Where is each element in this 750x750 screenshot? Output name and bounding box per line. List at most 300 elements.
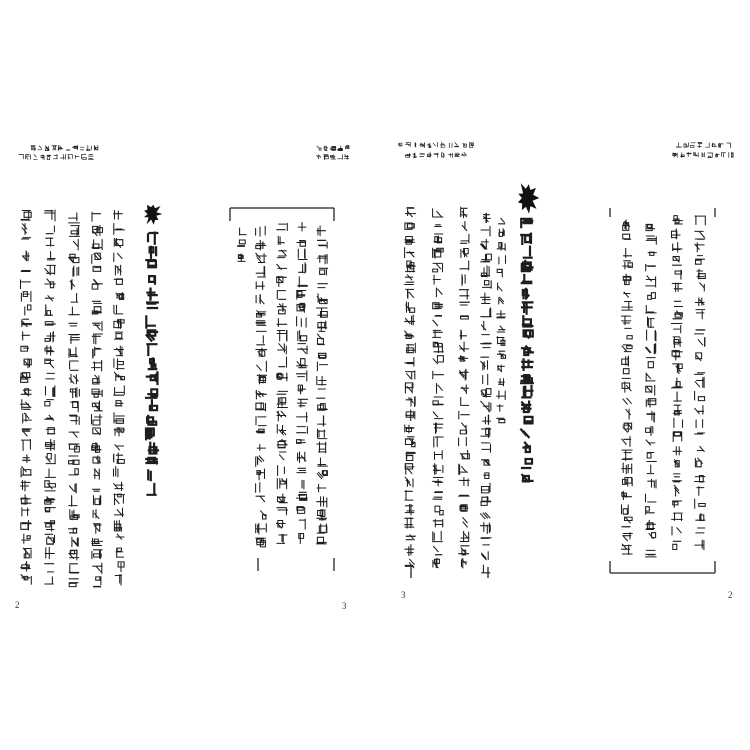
illegible-glyph xyxy=(38,146,42,150)
illegible-glyph xyxy=(116,534,124,539)
illegible-glyph xyxy=(239,228,246,235)
illegible-glyph xyxy=(277,411,286,421)
illegible-glyph xyxy=(147,289,156,300)
illegible-glyph xyxy=(317,308,328,317)
illegible-glyph xyxy=(93,322,102,331)
illegible-glyph xyxy=(623,274,631,284)
illegible-glyph xyxy=(461,385,468,394)
text-column xyxy=(672,216,683,550)
illegible-glyph xyxy=(331,147,336,151)
illegible-glyph xyxy=(433,520,443,527)
illegible-glyph xyxy=(319,268,327,275)
illegible-glyph xyxy=(45,265,55,274)
illegible-glyph xyxy=(433,248,444,258)
illegible-glyph xyxy=(481,308,491,317)
illegible-glyph xyxy=(277,277,287,287)
illegible-glyph xyxy=(434,437,443,447)
illegible-glyph xyxy=(298,331,307,341)
illegible-glyph xyxy=(69,323,77,326)
illegible-glyph xyxy=(405,505,414,515)
illegible-glyph xyxy=(622,356,629,366)
illegible-glyph xyxy=(69,579,78,587)
text-column xyxy=(622,220,633,554)
illegible-glyph xyxy=(499,229,504,237)
illegible-glyph xyxy=(729,152,733,157)
illegible-glyph xyxy=(405,223,414,229)
illegible-glyph xyxy=(481,348,490,358)
illegible-glyph xyxy=(647,465,653,474)
illegible-glyph xyxy=(497,243,505,251)
illegible-glyph xyxy=(46,469,56,477)
illegible-glyph xyxy=(299,519,305,529)
illegible-glyph xyxy=(256,295,264,304)
illegible-glyph xyxy=(317,524,327,533)
illegible-glyph xyxy=(114,467,118,477)
illegible-glyph xyxy=(21,575,31,585)
illegible-glyph xyxy=(695,373,705,375)
illegible-glyph xyxy=(696,353,702,361)
illegible-glyph xyxy=(115,445,124,450)
illegible-glyph xyxy=(648,293,656,300)
illegible-glyph xyxy=(435,506,443,515)
illegible-glyph xyxy=(23,251,30,261)
illegible-glyph xyxy=(147,372,158,384)
illegible-glyph xyxy=(434,153,438,157)
illegible-glyph xyxy=(623,261,632,269)
illegible-glyph xyxy=(497,391,506,399)
illegible-glyph xyxy=(116,293,124,300)
illegible-glyph xyxy=(21,292,31,302)
illegible-glyph xyxy=(674,392,682,401)
page-right-spread-right xyxy=(610,142,733,600)
illegible-glyph xyxy=(302,480,304,488)
illegible-glyph xyxy=(672,283,682,291)
illegible-glyph xyxy=(317,484,326,491)
illegible-glyph xyxy=(257,311,266,317)
illegible-glyph xyxy=(462,275,465,286)
text-column xyxy=(405,208,416,568)
illegible-glyph xyxy=(406,142,411,146)
illegible-glyph xyxy=(648,317,655,327)
illegible-glyph xyxy=(21,373,31,383)
illegible-glyph xyxy=(148,470,151,480)
illegible-glyph xyxy=(405,559,414,568)
illegible-glyph xyxy=(46,428,54,434)
illegible-glyph xyxy=(69,469,78,475)
illegible-glyph xyxy=(481,361,488,370)
illegible-glyph xyxy=(460,505,468,511)
illegible-glyph xyxy=(648,479,656,487)
illegible-glyph xyxy=(406,452,415,461)
illegible-glyph xyxy=(93,226,103,236)
illegible-glyph xyxy=(256,391,267,399)
illegible-glyph xyxy=(646,344,656,354)
illegible-glyph xyxy=(94,145,98,150)
illegible-glyph xyxy=(469,143,473,148)
illegible-glyph xyxy=(92,240,102,250)
illegible-glyph xyxy=(146,429,154,440)
illegible-glyph xyxy=(92,361,102,371)
illegible-glyph xyxy=(115,332,123,339)
illegible-glyph xyxy=(681,153,685,158)
illegible-glyph xyxy=(118,562,124,572)
illegible-glyph xyxy=(93,347,101,358)
illegible-glyph xyxy=(481,239,489,249)
illegible-glyph xyxy=(115,346,124,356)
illegible-glyph xyxy=(41,155,44,160)
illegible-glyph xyxy=(406,261,416,272)
illegible-glyph xyxy=(23,413,32,423)
illegible-glyph xyxy=(433,342,443,352)
illegible-glyph xyxy=(420,154,425,157)
illegible-glyph xyxy=(257,336,265,345)
illegible-glyph xyxy=(499,297,504,303)
illegible-glyph xyxy=(147,330,158,340)
illegible-glyph xyxy=(22,319,32,326)
illegible-glyph xyxy=(624,249,632,258)
illegible-glyph xyxy=(695,499,706,508)
illegible-glyph xyxy=(114,305,123,314)
illegible-glyph xyxy=(441,143,446,148)
illegible-glyph xyxy=(297,371,307,381)
illegible-glyph xyxy=(672,527,681,535)
illegible-glyph xyxy=(405,358,414,367)
illegible-glyph xyxy=(298,249,307,260)
illegible-glyph xyxy=(675,270,681,279)
illegible-glyph xyxy=(277,521,286,529)
illegible-glyph xyxy=(45,332,55,342)
text-column xyxy=(92,212,103,587)
illegible-glyph xyxy=(115,508,124,516)
illegible-glyph xyxy=(673,405,681,415)
illegible-glyph xyxy=(646,373,655,381)
illegible-glyph xyxy=(61,154,66,159)
illegible-glyph xyxy=(318,416,326,426)
illegible-glyph xyxy=(277,319,287,327)
illegible-glyph xyxy=(406,410,415,421)
illegible-glyph xyxy=(433,478,443,486)
illegible-glyph xyxy=(675,301,683,306)
illegible-glyph xyxy=(256,524,267,534)
illegible-glyph xyxy=(415,142,416,147)
illegible-glyph xyxy=(238,254,245,261)
illegible-glyph xyxy=(481,321,485,330)
illegible-glyph xyxy=(21,521,31,530)
illegible-glyph xyxy=(433,371,444,378)
illegible-glyph xyxy=(420,143,424,148)
illegible-glyph xyxy=(45,400,54,406)
illegible-glyph xyxy=(297,303,305,312)
illegible-glyph xyxy=(299,534,304,544)
illegible-glyph xyxy=(427,143,431,147)
illegible-glyph xyxy=(278,494,288,503)
illegible-glyph xyxy=(459,290,468,299)
illegible-glyph xyxy=(622,302,632,311)
illegible-glyph xyxy=(46,386,55,397)
illegible-glyph xyxy=(523,316,532,326)
illegible-glyph xyxy=(406,154,411,158)
illegible-glyph xyxy=(45,279,55,288)
text-column xyxy=(433,209,444,568)
illegible-glyph xyxy=(405,315,415,324)
illegible-glyph xyxy=(455,153,460,156)
header-line xyxy=(673,152,734,157)
illegible-glyph xyxy=(345,155,349,160)
illegible-glyph xyxy=(521,219,532,227)
illegible-glyph xyxy=(623,398,631,404)
illegible-glyph xyxy=(481,335,492,344)
running-header xyxy=(317,145,349,159)
header-line xyxy=(399,142,474,147)
ornament-icon xyxy=(144,205,163,225)
illegible-glyph xyxy=(19,154,23,158)
illegible-glyph xyxy=(695,540,704,550)
running-header xyxy=(673,142,734,157)
illegible-glyph xyxy=(676,143,681,147)
illegible-glyph xyxy=(433,492,442,499)
illegible-glyph xyxy=(433,275,440,284)
illegible-glyph xyxy=(433,143,437,147)
illegible-glyph xyxy=(297,427,308,434)
illegible-glyph xyxy=(481,538,491,545)
illegible-glyph xyxy=(114,413,124,424)
illegible-glyph xyxy=(277,304,286,314)
illegible-glyph xyxy=(646,550,656,557)
illegible-glyph xyxy=(74,240,79,250)
illegible-glyph xyxy=(622,369,630,379)
illegible-glyph xyxy=(114,386,124,395)
illegible-glyph xyxy=(278,236,284,244)
illegible-glyph xyxy=(481,293,490,303)
illegible-glyph xyxy=(21,280,31,289)
illegible-glyph xyxy=(45,481,56,491)
illegible-glyph xyxy=(522,346,533,355)
illegible-glyph xyxy=(52,145,57,149)
illegible-glyph xyxy=(46,454,56,464)
illegible-glyph xyxy=(45,577,53,584)
illegible-glyph xyxy=(148,233,157,244)
illegible-glyph xyxy=(497,326,505,332)
illegible-glyph xyxy=(148,484,156,495)
illegible-glyph xyxy=(279,357,287,367)
illegible-glyph xyxy=(21,400,31,410)
illegible-glyph xyxy=(114,279,122,284)
illegible-glyph xyxy=(115,575,121,585)
illegible-glyph xyxy=(277,508,287,515)
illegible-glyph xyxy=(459,478,469,486)
text-column xyxy=(695,216,706,550)
illegible-glyph xyxy=(146,260,156,267)
illegible-glyph xyxy=(93,563,102,573)
illegible-glyph xyxy=(21,389,31,396)
illegible-glyph xyxy=(317,389,325,398)
illegible-glyph xyxy=(405,518,414,528)
illegible-glyph xyxy=(69,528,77,533)
illegible-glyph xyxy=(317,146,321,150)
illegible-glyph xyxy=(70,361,79,370)
text-column xyxy=(69,213,80,587)
illegible-glyph xyxy=(324,155,329,160)
illegible-glyph xyxy=(407,343,416,352)
illegible-glyph xyxy=(22,238,31,239)
illegible-glyph xyxy=(702,153,704,157)
illegible-glyph xyxy=(46,373,54,379)
illegible-glyph xyxy=(324,146,328,150)
illegible-glyph xyxy=(45,521,55,531)
illegible-glyph xyxy=(484,473,489,479)
illegible-glyph xyxy=(673,501,682,507)
illegible-glyph xyxy=(297,317,307,327)
illegible-glyph xyxy=(696,298,705,306)
illegible-glyph xyxy=(673,311,682,319)
illegible-glyph xyxy=(257,375,266,384)
illegible-glyph xyxy=(21,481,30,491)
illegible-glyph xyxy=(672,229,680,239)
illegible-glyph xyxy=(406,208,416,217)
illegible-glyph xyxy=(45,346,54,355)
illegible-glyph xyxy=(69,432,79,437)
illegible-glyph xyxy=(146,389,157,398)
illegible-glyph xyxy=(434,423,443,433)
illegible-glyph xyxy=(256,321,266,332)
illegible-glyph xyxy=(459,546,469,555)
illegible-glyph xyxy=(114,428,124,436)
illegible-glyph xyxy=(673,364,682,374)
page-body xyxy=(405,207,533,573)
illegible-glyph xyxy=(73,146,78,150)
illegible-glyph xyxy=(405,545,414,556)
illegible-glyph xyxy=(45,146,49,151)
illegible-glyph xyxy=(483,375,488,385)
illegible-glyph xyxy=(646,521,655,530)
illegible-glyph xyxy=(318,284,327,288)
illegible-glyph xyxy=(69,307,79,315)
illegible-glyph xyxy=(406,397,415,407)
illegible-glyph xyxy=(317,377,326,386)
illegible-glyph xyxy=(22,534,30,543)
illegible-glyph xyxy=(278,250,287,257)
illegible-glyph xyxy=(406,302,415,312)
illegible-glyph xyxy=(318,404,328,411)
illegible-glyph xyxy=(449,143,452,147)
illegible-glyph xyxy=(497,405,503,411)
illegible-glyph xyxy=(317,294,327,304)
illegible-glyph xyxy=(277,479,286,489)
illegible-glyph xyxy=(696,528,705,533)
illegible-glyph xyxy=(524,330,533,337)
illegible-glyph xyxy=(92,212,101,221)
illegible-glyph xyxy=(70,415,80,424)
illegible-glyph xyxy=(47,155,51,160)
illegible-glyph xyxy=(461,249,468,258)
page-number: 3 xyxy=(342,601,347,611)
illegible-glyph xyxy=(256,226,266,236)
page-right-spread-left xyxy=(399,142,540,600)
illegible-glyph xyxy=(149,443,158,454)
illegible-glyph xyxy=(318,458,327,466)
illegible-glyph xyxy=(523,289,529,299)
text-column xyxy=(459,207,470,568)
illegible-glyph xyxy=(256,348,267,357)
illegible-glyph xyxy=(92,253,101,263)
illegible-glyph xyxy=(80,147,84,150)
illegible-glyph xyxy=(405,275,414,285)
illegible-glyph xyxy=(460,207,467,217)
ornament-icon xyxy=(518,183,539,214)
illegible-glyph xyxy=(317,471,327,479)
illegible-glyph xyxy=(498,365,505,372)
illegible-glyph xyxy=(92,280,102,290)
illegible-glyph xyxy=(21,271,30,272)
illegible-glyph xyxy=(45,508,55,512)
illegible-glyph xyxy=(93,489,100,491)
illegible-glyph xyxy=(405,425,414,433)
illegible-glyph xyxy=(92,550,102,559)
illegible-glyph xyxy=(498,283,502,291)
illegible-glyph xyxy=(146,458,157,464)
illegible-glyph xyxy=(647,358,656,368)
illegible-glyph xyxy=(406,371,415,379)
illegible-glyph xyxy=(319,353,327,358)
illegible-glyph xyxy=(433,531,443,541)
illegible-glyph xyxy=(58,145,62,150)
illegible-glyph xyxy=(45,497,55,504)
illegible-glyph xyxy=(21,467,31,477)
illegible-glyph xyxy=(649,533,656,539)
illegible-glyph xyxy=(298,399,308,407)
illegible-glyph xyxy=(93,510,99,519)
illegible-glyph xyxy=(115,265,121,275)
text-column xyxy=(45,210,56,584)
illegible-glyph xyxy=(81,155,86,160)
text-column xyxy=(497,218,506,422)
illegible-glyph xyxy=(646,236,656,244)
illegible-glyph xyxy=(68,155,73,160)
illegible-glyph xyxy=(330,155,335,159)
illegible-glyph xyxy=(673,243,682,252)
illegible-glyph xyxy=(522,475,532,482)
illegible-glyph xyxy=(672,324,682,333)
illegible-glyph xyxy=(622,437,631,447)
illegible-glyph xyxy=(646,494,656,502)
illegible-glyph xyxy=(434,547,442,555)
illegible-glyph xyxy=(695,458,702,467)
illegible-glyph xyxy=(696,514,705,521)
illegible-glyph xyxy=(460,532,468,542)
illegible-glyph xyxy=(405,464,414,474)
illegible-glyph xyxy=(114,238,122,247)
illegible-glyph xyxy=(149,276,155,284)
illegible-glyph xyxy=(648,252,656,255)
illegible-glyph xyxy=(695,476,705,483)
illegible-glyph xyxy=(497,269,502,276)
illegible-glyph xyxy=(481,389,491,397)
illegible-glyph xyxy=(297,413,308,422)
illegible-glyph xyxy=(69,550,79,560)
text-column xyxy=(481,213,492,572)
illegible-glyph xyxy=(298,223,306,231)
illegible-glyph xyxy=(280,452,286,460)
illegible-glyph xyxy=(45,564,54,572)
illegible-glyph xyxy=(69,444,80,452)
illegible-glyph xyxy=(646,399,656,407)
illegible-glyph xyxy=(697,487,704,496)
illegible-glyph xyxy=(87,146,92,151)
illegible-glyph xyxy=(114,253,122,261)
illegible-glyph xyxy=(647,330,656,341)
illegible-glyph xyxy=(94,469,99,479)
illegible-glyph xyxy=(278,344,287,354)
